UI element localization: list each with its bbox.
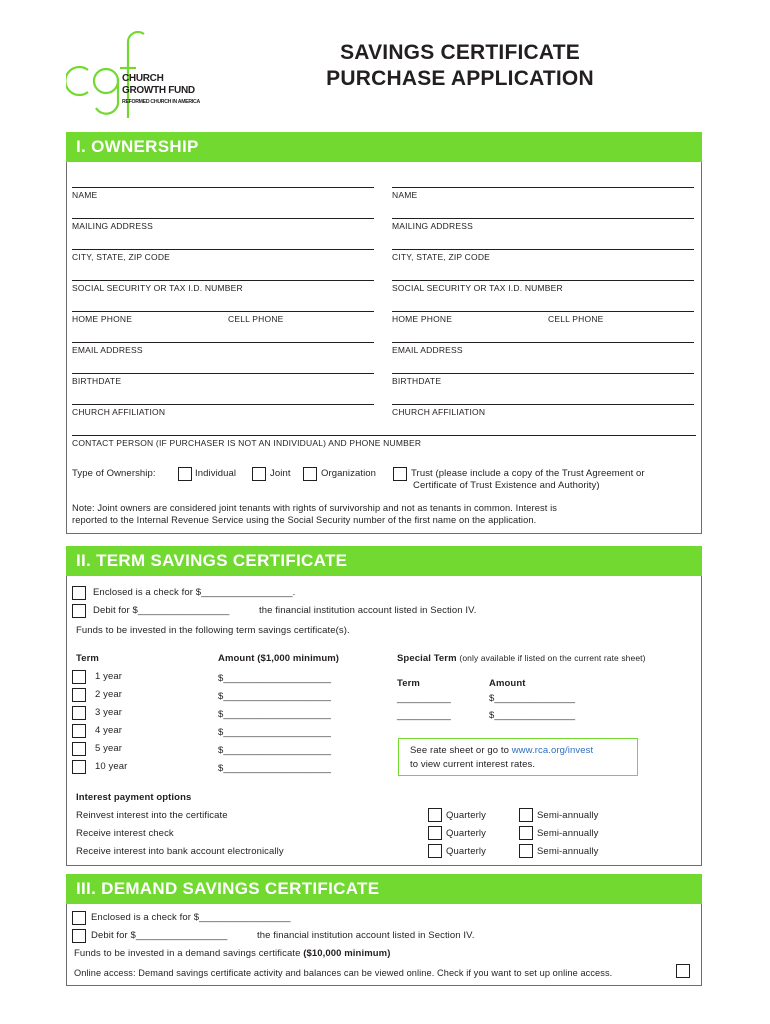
section-term-header: II. TERM SAVINGS CERTIFICATE — [66, 546, 702, 576]
interest-options-header: Interest payment options — [76, 792, 192, 803]
rate-info-text: See rate sheet or go to — [410, 745, 512, 756]
amount-4-year-field[interactable]: $____________________ — [218, 727, 332, 738]
amount-column-header: Amount ($1,000 minimum) — [218, 653, 340, 664]
electronic-quarterly-label: Quarterly — [446, 846, 486, 857]
term-column-header: Term — [76, 653, 99, 664]
field-label: BIRTHDATE — [72, 376, 122, 386]
term-1-year-checkbox[interactable] — [72, 670, 86, 684]
demand-debit-label-b: the financial institution account listed in Section IV. — [257, 930, 475, 941]
owner2-phone-field[interactable] — [392, 311, 694, 324]
field-label: CELL PHONE — [228, 314, 284, 324]
demand-enclosed-checkbox[interactable] — [72, 911, 86, 925]
individual-label: Individual — [195, 468, 237, 479]
special-term-col-term: Term — [397, 678, 420, 689]
check-quarterly-label: Quarterly — [446, 828, 486, 839]
demand-debit-label-a: Debit for $_________________ — [91, 930, 228, 941]
reinvest-semiannual-checkbox[interactable] — [519, 808, 533, 822]
field-label: CELL PHONE — [548, 314, 604, 324]
field-label: CHURCH AFFILIATION — [392, 407, 486, 417]
owner2-email-field[interactable] — [392, 342, 694, 355]
page-title — [290, 40, 630, 92]
amount-10-year-field[interactable]: $____________________ — [218, 763, 332, 774]
amount-5-year-field[interactable]: $____________________ — [218, 745, 332, 756]
owner2-mailing-field[interactable] — [392, 218, 694, 231]
owner1-email-field[interactable] — [72, 342, 374, 355]
check-semiannual-checkbox[interactable] — [519, 826, 533, 840]
section-term-box — [66, 576, 702, 866]
reinvest-quarterly-label: Quarterly — [446, 810, 486, 821]
electronic-quarterly-checkbox[interactable] — [428, 844, 442, 858]
online-access-label: Online access: Demand savings certificate activity and balances can be viewed online. Check if you want to set up online access. — [74, 968, 613, 978]
term-debit-label-a: Debit for $_________________ — [93, 605, 230, 616]
interest-electronic-label: Receive interest into bank account electronically — [76, 846, 284, 857]
online-access-checkbox[interactable] — [676, 964, 690, 978]
owner1-mailing-field[interactable] — [72, 218, 374, 231]
owner2-birthdate-field[interactable] — [392, 373, 694, 386]
term-debit-label-b: the financial institution account listed in Section IV. — [259, 605, 477, 616]
term-2-year-label: 2 year — [95, 689, 123, 700]
ownership-note-line2: reported to the Internal Revenue Service using the Social Security number of the first name on the application. — [72, 515, 537, 525]
amount-2-year-field[interactable]: $____________________ — [218, 691, 332, 702]
special-term-note: (only available if listed on the current rate sheet) — [459, 653, 646, 663]
reinvest-quarterly-checkbox[interactable] — [428, 808, 442, 822]
field-label: EMAIL ADDRESS — [392, 345, 463, 355]
special-term-2-field[interactable]: __________ — [397, 710, 451, 721]
term-3-year-label: 3 year — [95, 707, 123, 718]
check-semiannual-label: Semi-annually — [537, 828, 599, 839]
trust-label-line2: Certificate of Trust Existence and Authority) — [413, 480, 600, 491]
demand-debit-checkbox[interactable] — [72, 929, 86, 943]
interest-reinvest-label: Reinvest interest into the certificate — [76, 810, 228, 821]
field-label: CITY, STATE, ZIP CODE — [392, 252, 491, 262]
ownership-note-line1: Note: Joint owners are considered joint tenants with rights of survivorship and not as tenants in common. Interest is — [72, 503, 558, 513]
organization-label: Organization — [321, 468, 377, 479]
section-ownership-header: I. OWNERSHIP — [66, 132, 702, 162]
amount-3-year-field[interactable]: $____________________ — [218, 709, 332, 720]
owner1-city-field[interactable] — [72, 249, 374, 262]
term-2-year-checkbox[interactable] — [72, 688, 86, 702]
special-amount-2-field[interactable]: $_______________ — [489, 710, 576, 721]
field-label: HOME PHONE — [392, 314, 453, 324]
interest-check-label: Receive interest check — [76, 828, 174, 839]
owner2-city-field[interactable] — [392, 249, 694, 262]
field-label: CITY, STATE, ZIP CODE — [72, 252, 171, 262]
term-5-year-label: 5 year — [95, 743, 123, 754]
term-10-year-label: 10 year — [95, 761, 128, 772]
term-1-year-label: 1 year — [95, 671, 123, 682]
owner2-name-field[interactable] — [392, 187, 694, 200]
term-5-year-checkbox[interactable] — [72, 742, 86, 756]
field-label: CHURCH AFFILIATION — [72, 407, 166, 417]
electronic-semiannual-checkbox[interactable] — [519, 844, 533, 858]
trust-label-line1: Trust (please include a copy of the Trust Agreement or — [411, 468, 645, 479]
contact-person-field[interactable] — [72, 435, 696, 448]
brand-name-line2: GROWTH FUND — [122, 85, 195, 96]
term-4-year-label: 4 year — [95, 725, 123, 736]
reinvest-semiannual-label: Semi-annually — [537, 810, 599, 821]
demand-minimum: ($10,000 minimum) — [303, 948, 391, 959]
demand-funds-label — [74, 948, 390, 959]
field-label: BIRTHDATE — [392, 376, 442, 386]
title-line2: PURCHASE APPLICATION — [326, 67, 594, 90]
term-enclosed-checkbox[interactable] — [72, 586, 86, 600]
field-label: NAME — [72, 190, 98, 200]
owner2-ssn-field[interactable] — [392, 280, 694, 293]
field-label: SOCIAL SECURITY OR TAX I.D. NUMBER — [72, 283, 243, 293]
joint-label: Joint — [270, 468, 291, 479]
church-growth-fund-logo — [66, 28, 226, 128]
field-label: SOCIAL SECURITY OR TAX I.D. NUMBER — [392, 283, 563, 293]
organization-checkbox[interactable] — [303, 467, 317, 481]
individual-checkbox[interactable] — [178, 467, 192, 481]
demand-funds-text: Funds to be invested in a demand savings certificate — [74, 948, 304, 959]
field-label: MAILING ADDRESS — [72, 221, 153, 231]
term-enclosed-label: Enclosed is a check for $_________________. — [93, 587, 296, 598]
special-term-1-field[interactable]: __________ — [397, 693, 451, 704]
term-3-year-checkbox[interactable] — [72, 706, 86, 720]
owner1-church-field[interactable] — [72, 404, 374, 417]
trust-checkbox[interactable] — [393, 467, 407, 481]
joint-checkbox[interactable] — [252, 467, 266, 481]
rate-info-box — [398, 738, 638, 776]
field-label: HOME PHONE — [72, 314, 133, 324]
section-demand-header: III. DEMAND SAVINGS CERTIFICATE — [66, 874, 702, 904]
owner1-name-field[interactable] — [72, 187, 374, 200]
special-term-col-amount: Amount — [489, 678, 526, 689]
owner1-ssn-field[interactable] — [72, 280, 374, 293]
special-term-header — [397, 653, 646, 664]
amount-1-year-field[interactable]: $____________________ — [218, 673, 332, 684]
rate-info-line2: to view current interest rates. — [410, 759, 536, 770]
ownership-type-label: Type of Ownership: — [72, 468, 156, 479]
electronic-semiannual-label: Semi-annually — [537, 846, 599, 857]
field-label: EMAIL ADDRESS — [72, 345, 143, 355]
term-debit-checkbox[interactable] — [72, 604, 86, 618]
field-label: NAME — [392, 190, 418, 200]
demand-enclosed-label: Enclosed is a check for $_________________ — [91, 912, 291, 923]
field-label: MAILING ADDRESS — [392, 221, 473, 231]
owner1-birthdate-field[interactable] — [72, 373, 374, 386]
term-4-year-checkbox[interactable] — [72, 724, 86, 738]
rate-info-line1 — [410, 745, 593, 756]
check-quarterly-checkbox[interactable] — [428, 826, 442, 840]
special-amount-1-field[interactable]: $_______________ — [489, 693, 576, 704]
owner2-church-field[interactable] — [392, 404, 694, 417]
brand-tagline: REFORMED CHURCH IN AMERICA — [122, 99, 200, 105]
brand-name-line1: CHURCH — [122, 73, 164, 84]
field-label: CONTACT PERSON (IF PURCHASER IS NOT AN INDIVIDUAL) AND PHONE NUMBER — [72, 438, 422, 448]
rca-invest-link[interactable]: www.rca.org/invest — [511, 745, 594, 756]
owner1-phone-field[interactable] — [72, 311, 374, 324]
special-term-title: Special Term — [397, 653, 457, 664]
term-10-year-checkbox[interactable] — [72, 760, 86, 774]
term-funds-label: Funds to be invested in the following term savings certificate(s). — [76, 625, 350, 636]
title-line1: SAVINGS CERTIFICATE — [340, 41, 580, 64]
